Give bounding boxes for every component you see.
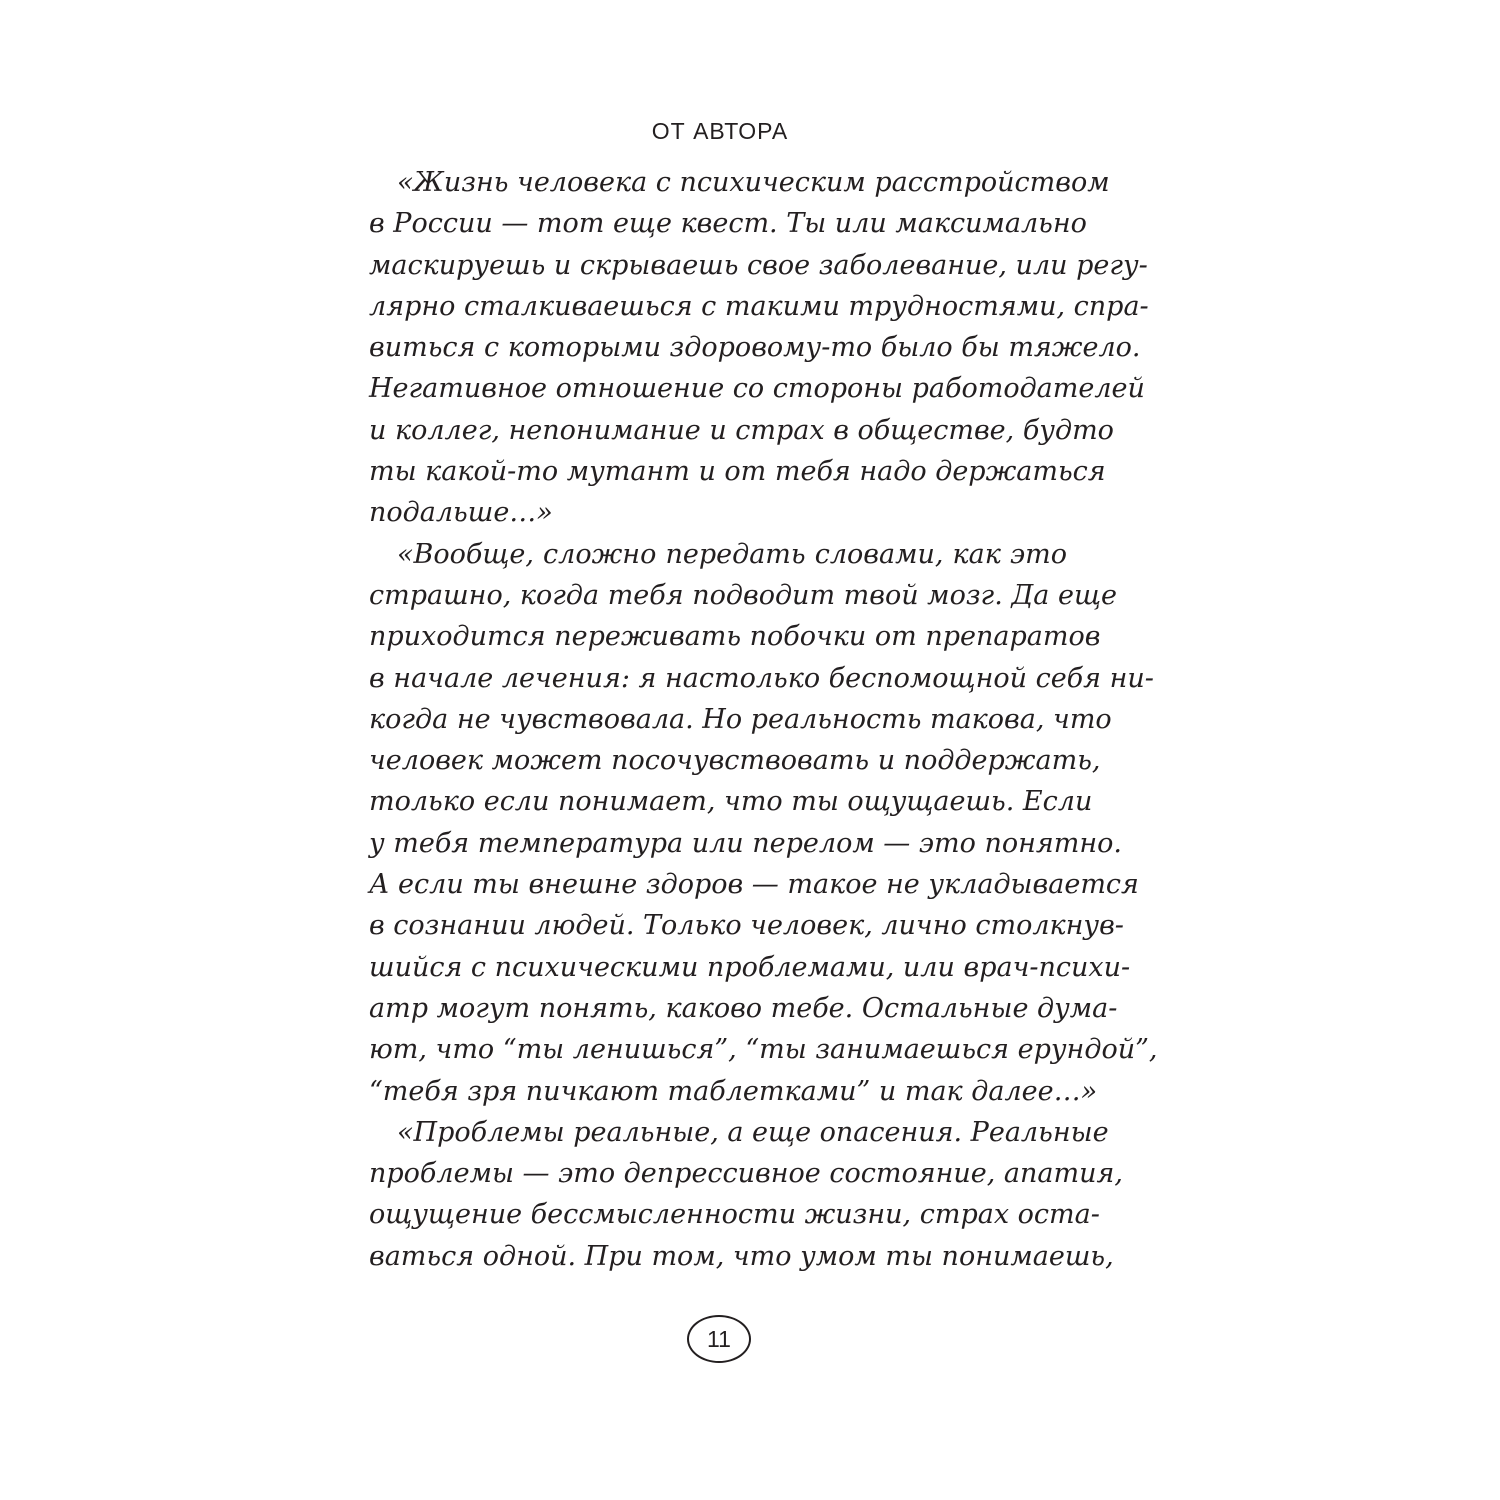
text-line: ваться одной. При том, что умом ты понимаешь, [369,1240,1114,1272]
page-number-badge [687,1315,751,1363]
text-line: в сознании людей. Только человек, лично столкнув- [369,910,1124,942]
text-line: «Проблемы реальные, а еще опасения. Реальные [397,1116,1109,1148]
text-line: ты какой-то мутант и от тебя надо держаться [369,456,1106,488]
text-line: шийся с психическими проблемами, или врач-психи- [369,951,1131,983]
running-head: ОТ АВТОРА [651,118,789,144]
text-line: лярно сталкиваешься с такими трудностями, спра- [369,290,1149,322]
text-line: “тебя зря пичкают таблетками” и так далее…» [369,1075,1098,1107]
text-line: А если ты внешне здоров — такое не укладывается [369,869,1139,901]
body-text [369,162,1158,1277]
text-line: приходится переживать побочки от препаратов [369,621,1101,653]
page-number: 11 [707,1325,731,1352]
text-line: подальше…» [369,497,553,529]
text-line: когда не чувствовала. Но реальность такова, что [369,703,1112,735]
text-line: человек может посочувствовать и поддержать, [369,745,1101,777]
text-line: страшно, когда тебя подводит твой мозг. Да еще [369,579,1117,611]
text-line: в начале лечения: я настолько беспомощной себя ни- [369,662,1154,694]
text-line: у тебя температура или перелом — это понятно. [369,827,1122,859]
text-line: проблемы — это депрессивное состояние, апатия, [369,1158,1123,1190]
text-line: атр могут понять, каково тебе. Остальные дума- [369,992,1118,1024]
text-line: «Жизнь человека с психическим расстройством [397,167,1110,198]
text-line: «Вообще, сложно передать словами, как это [397,538,1067,570]
text-line: только если понимает, что ты ощущаешь. Если [369,786,1093,818]
text-line: маскируешь и скрываешь свое заболевание, или регу- [369,249,1148,281]
text-line: ощущение бессмысленности жизни, страх оста- [369,1199,1100,1231]
text-line: и коллег, непонимание и страх в обществе, будто [369,414,1114,446]
text-line: виться с которыми здоровому-то было бы тяжело. [369,332,1141,364]
text-line: ют, что “ты ленишься”, “ты занимаешься ерундой”, [369,1034,1158,1066]
text-line: в России — тот еще квест. Ты или максимально [369,208,1087,240]
text-line: Негативное отношение со стороны работодателей [369,373,1145,405]
